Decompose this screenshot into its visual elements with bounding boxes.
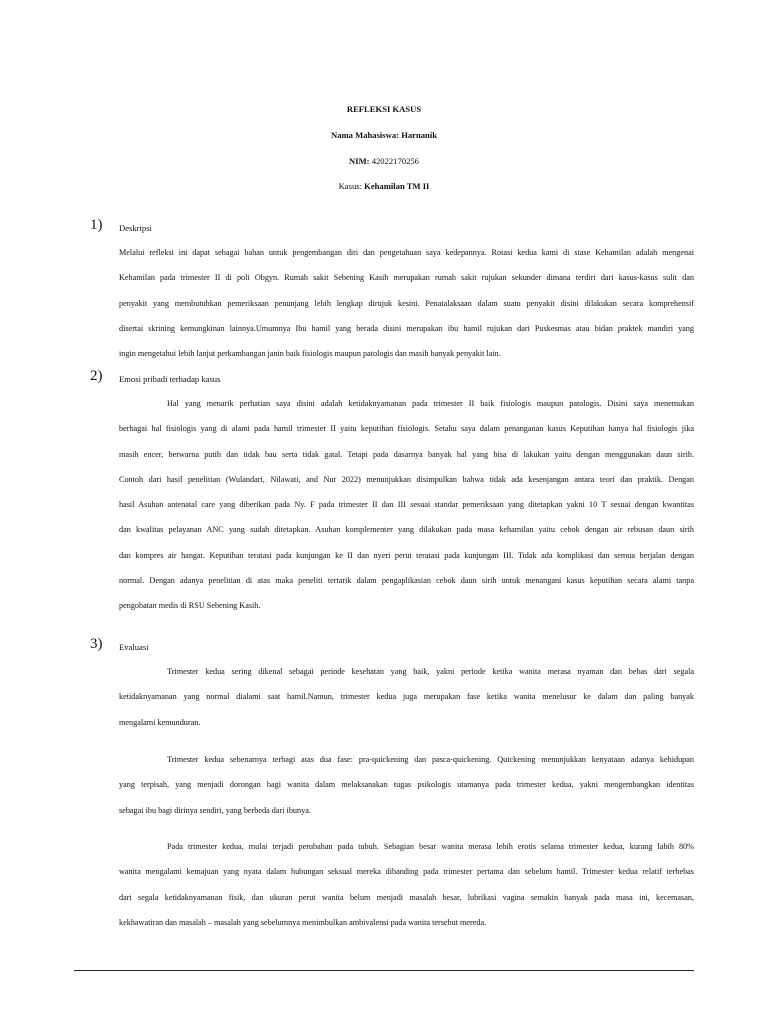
- case-label: Kasus:: [338, 181, 362, 191]
- nim-value: 42022170256: [371, 156, 419, 166]
- text-line: Melalui refleksi ini dapat sebagai bahan untuk pengembangan diri dan pengetahuan saya kedepannya. Rotasi kedua kami di stase Kehamilan adalah mengenai: [119, 248, 694, 257]
- text-line: pengobatan medis di RSU Sebening Kasih.: [119, 601, 261, 611]
- text-line: wanita mengalami kemajuan yang nyata dalam hubungan seksual mereka dibanding pada trimester pertama dan sebelum hamil. Trimester kedua relatif terbebas: [119, 867, 694, 877]
- section-heading-evaluasi: Evaluasi: [119, 642, 149, 652]
- student-name-label: Nama Mahasiswa:: [330, 130, 400, 140]
- section-number: 2): [90, 368, 103, 384]
- text-line: yang terpisah, yang menjadi dorongan bagi wanita dalam melaksanakan tugas psikologis utamanya pada trimester kedua, yakni mengembangkan identitas: [119, 780, 694, 790]
- section-emosi-body: [119, 391, 694, 619]
- section-heading-emosi: Emosi pribadi terhadap kasus: [119, 374, 221, 384]
- nim-line: [0, 156, 768, 166]
- text-line: normal. Dengan adanya penelitian di atas maka peneliti tertarik dalam pengaplikasian cebok daun sirih untuk menangani kasus keputihan secara alami tanpa: [119, 576, 694, 586]
- section-heading-deskripsi: Deskripsi: [119, 223, 152, 233]
- text-line: Contoh dari hasil penelitian (Wulandari, Nilawati, and Nur 2022) menunjukkan disimpulkan bahwa tidak ada kesenjangan antara teori dan praktik. Dengan: [119, 474, 694, 484]
- text-line: kekhawatiran dan masalah – masalah yang sebelumnya menimbulkan ambivalensi pada wanita tersebut mereda.: [119, 917, 487, 927]
- case-value: Kehamilan TM II: [364, 181, 430, 191]
- text-line: Pada trimester kedua, mulai terjadi perubahan pada tubuh. Sebagian besar wanita merasa lebih erotis selama trimester kedua, kurang labih 80%: [167, 842, 694, 851]
- case-line: [0, 181, 768, 191]
- evaluasi-paragraph: [119, 659, 694, 735]
- text-line: masih encer, berwarna putih dan tidak bau serta tidak gatal. Tetapi pada dasarnya banyak hal yang bisa di lakukan yaitu dengan menggunakan daun sirih.: [119, 449, 694, 459]
- text-line: mengalami kemunduran.: [119, 717, 201, 727]
- text-line: penyakit yang membutuhkan pemeriksaan penunjang lebih lengkap dirujuk kesini. Penatalaksaan dalam suatu penyakit disini dilakukan secara komprehensif: [119, 298, 694, 308]
- text-line: disertai skrining kemungkinan lainnya.Umumnya Ibu hamil yang berada disini merupakan ibu hamil rujukan dari Puskesmas atau bidan praktek mandiri yang: [119, 323, 694, 333]
- nim-label: NIM:: [349, 156, 370, 166]
- evaluasi-paragraph: [119, 747, 694, 823]
- text-line: Trimester kedua sering dikenal sebagai periode kesehatan yang baik, yakni periode ketika wanita merasa nyaman dan bebas dari segala: [167, 667, 694, 676]
- student-name-line: [0, 130, 768, 140]
- text-line: dan kwalitas pelayanan ANC yang sudah ditetapkan. Asuhan komplementer yang dilakukan pada masa kehamilan yaitu cebok dengan air rebusan daun sirih: [119, 525, 694, 535]
- text-line: hasil Asuhan antenatal care yang diberikan pada Ny. F pada trimester II dan III sesuai standar pemeriksaan yang ditetapkan yakni 10 T sesuai dengan kwantitas: [119, 500, 694, 510]
- student-name-value: Harnanik: [401, 130, 438, 140]
- text-line: sebagai ibu bagi dirinya sendiri, yang berbeda dari ibunya.: [119, 805, 311, 815]
- section-number: 1): [90, 217, 103, 233]
- text-line: Hal yang menarik perhatian saya disini adalah ketidaknyamanan pada trimester II baik fisiologis maupun patologis. Disini saya menemukan: [167, 399, 694, 408]
- document-title: REFLEKSI KASUS: [346, 104, 422, 114]
- section-number: 3): [90, 636, 103, 652]
- text-line: berbagai hal fisiologis yang di alami pada hamil trimester II yaitu keputihan fisiologis. Setahu saya dalam penanganan kasus Keputihan hanya hal fisiologis jika: [119, 424, 694, 434]
- text-line: Kehamilan pada trimester II di poli Obgyn. Rumah sakit Sebening Kasih merupakan rumah sakit rujukan sekunder dimana terdiri dari kasus-kasus sulit dan: [119, 273, 694, 283]
- text-line: dari segala ketidaknyamanan fisik, dan ukuran perut wanita belum menjadi masalah besar, lubrikasi vagina semakin banyak pada masa ini, kecemasan,: [119, 892, 694, 902]
- text-line: ingin mengetahui lebih lanjut perkambangan janin baik fisiologis maupun patologis dan masih banyak penyakit lain.: [119, 349, 501, 359]
- text-line: Trimester kedua sebenarnya terbagi atas dua fase: pra-quickening dan pasca-quickening. Quickening menunjukkan kenyataan adanya kehidupan: [167, 755, 694, 764]
- evaluasi-paragraph: [119, 834, 694, 935]
- text-line: dan kompres air hangat. Keputihan teratasi pada kunjungan ke II dan nyeri perut teratasi pada kunjungan III. Tidak ada komplikasi dan semua berjalan dengan: [119, 550, 694, 560]
- footer-divider: [74, 970, 694, 971]
- text-line: ketidaknyamanan yang normal dialami saat hamil.Namun, trimester kedua juga merupakan fase ketika wanita menelusur ke dalam dan paling banyak: [119, 692, 694, 702]
- section-deskripsi-body: [119, 240, 694, 366]
